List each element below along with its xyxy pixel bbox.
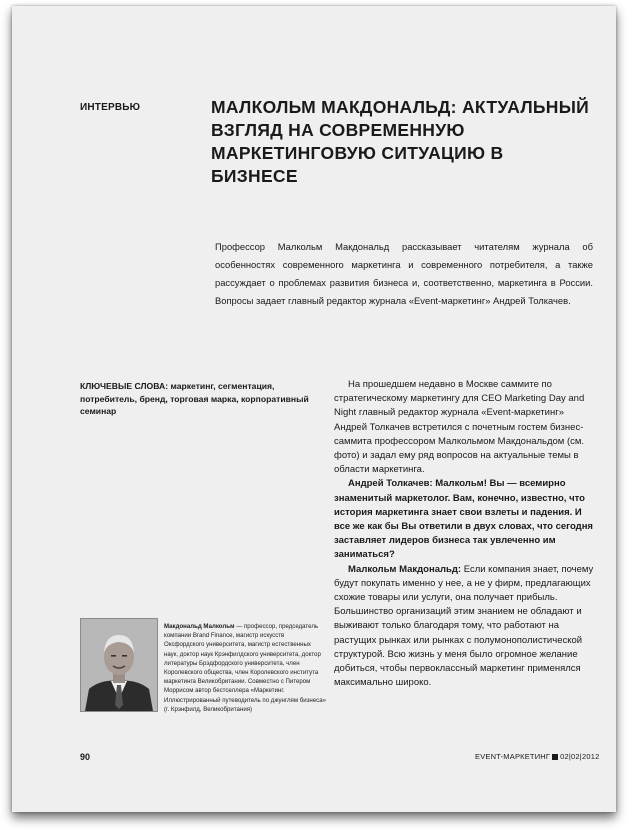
issue-date: 02|02|2012 [560, 752, 600, 761]
question-text: Андрей Толкачев: Малкольм! Вы — всемирно знаменитый маркетолог. Вам, конечно, известно, что история маркетинга знает свои взлеты и падения. И все же как бы Вы ответили в двух словах, что сегодня заставляет лидеров бизнеса так увлеченно им заниматься? [334, 478, 593, 561]
portrait-illustration [81, 619, 157, 711]
page-number: 90 [80, 752, 91, 762]
article-body [334, 378, 596, 690]
square-separator-icon [552, 754, 558, 760]
lead-paragraph: Профессор Малкольм Макдональд рассказывает читателям журнала об особенностях современного маркетинга и современного потребителя, а также рассуждает о проблемах развития бизнеса и, соответственно, маркетинга в России. Вопросы задает главный редактор журнала «Event-маркетинг» Андрей Толкачев. [215, 241, 593, 306]
article-title: МАЛКОЛЬМ МАКДОНАЛЬД: АКТУАЛЬНЫЙ ВЗГЛЯД НА СОВРЕМЕННУЮ МАРКЕТИНГОВУЮ СИТУАЦИЮ В БИЗНЕСЕ [211, 97, 590, 186]
answer-text: Если компания знает, почему будут покупать именно у нее, а не у фирм, предлагающих схожие товары или услуги, она получает прибыль. Большинство организаций этим знанием не обладают и выживают только благодаря тому, что работают на растущих рынках или рынках с полумонополистической структурой. Всю жизнь у меня было огромное желание добиться, чтобы первоклассный маркетинг применялся максимально широко. [334, 563, 594, 689]
magazine-name: EVENT-МАРКЕТИНГ [475, 752, 551, 761]
footer-magazine [475, 752, 599, 761]
keywords: КЛЮЧЕВЫЕ СЛОВА: маркетинг, сегментация, потребитель, бренд, торговая марка, корпоративный семинар [80, 381, 309, 416]
section-label: ИНТЕРВЬЮ [80, 102, 141, 113]
caption-name: Макдональд Малкольм [164, 623, 235, 630]
question-paragraph [334, 477, 596, 562]
caption-text: — профессор, председатель компании Brand Finance, магистр искусств Оксфордского университета, магистр естественных наук, доктор наук Крэнфилдского университета, доктор литературы Брэдфордского университета, член Королевского общества, член Королевского института маркетинга Великобритании. Совместно с Питером Моррисом автор бестселлера «Маркетинг. Иллюстрированный путеводитель по джунглям бизнеса» (г. Крэнфилд, Великобритания) [164, 623, 326, 713]
photo-caption [164, 622, 326, 714]
answer-speaker: Малкольм Макдональд: [348, 563, 462, 575]
portrait-photo [80, 618, 158, 712]
intro-paragraph: На прошедшем недавно в Москве саммите по стратегическому маркетингу для CEO Marketing Day and Night главный редактор журнала «Event-маркетинг» Андрей Толкачев встретился с почетным гостем бизнес-саммита профессором Малкольмом Макдональдом (см. фото) и задал ему ряд вопросов на актуальные темы в области маркетинга. [334, 379, 585, 476]
magazine-page [12, 6, 616, 812]
answer-paragraph [334, 563, 596, 691]
